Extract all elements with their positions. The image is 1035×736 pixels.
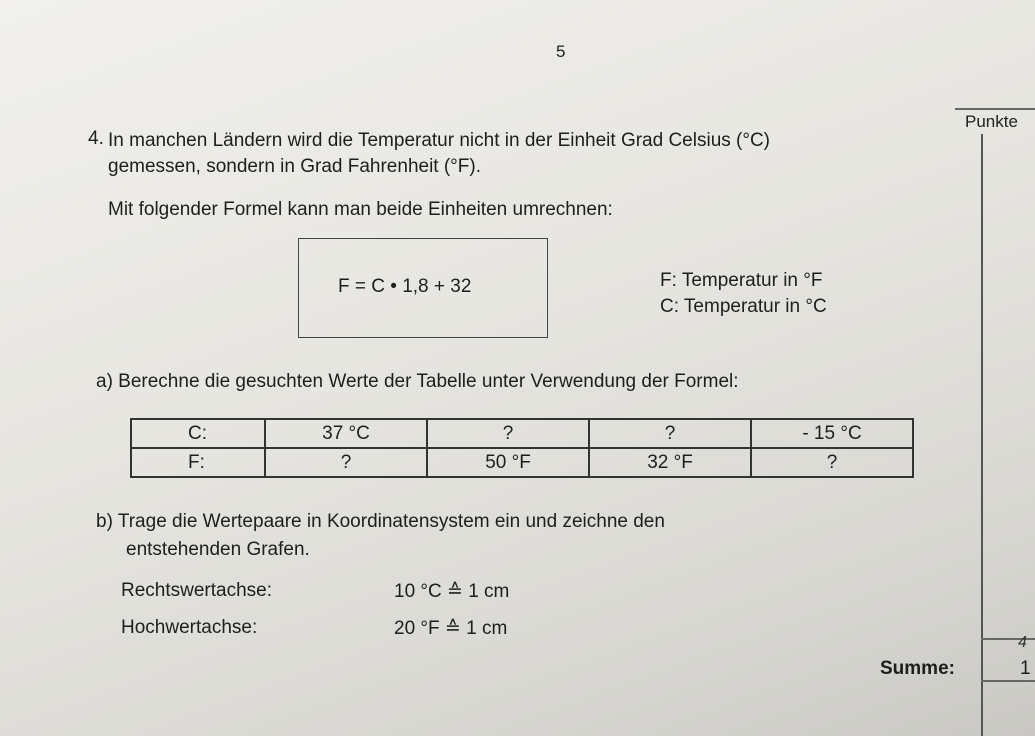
- table-cell: 37 °C: [265, 419, 427, 448]
- formula-intro: Mit folgender Formel kann man beide Einheiten umrechnen:: [108, 199, 613, 220]
- points-column-header: Punkte: [965, 112, 1018, 131]
- task-intro-line: In manchen Ländern wird die Temperatur nicht in der Einheit Grad Celsius (°C): [108, 130, 771, 151]
- task-number: 4.: [88, 128, 104, 149]
- row-label-c: C:: [131, 419, 265, 448]
- value-table: [130, 418, 914, 478]
- task-intro: [108, 128, 770, 180]
- y-axis-scale-label: Hochwertachse:: [121, 617, 258, 638]
- table-cell: ?: [751, 448, 913, 477]
- task-intro-line: gemessen, sondern in Grad Fahrenheit (°F).: [108, 156, 481, 177]
- row-label-f: F:: [131, 448, 265, 477]
- points-separator-rule: [981, 680, 1035, 682]
- table-cell: 32 °F: [589, 448, 751, 477]
- formula-legend: [660, 268, 827, 320]
- part-b-line: entstehenden Grafen.: [126, 539, 310, 560]
- x-axis-scale-value: 10 °C ≙ 1 cm: [394, 581, 510, 602]
- x-axis-scale-label: Rechtswertachse:: [121, 580, 273, 601]
- formula: F = C • 1,8 + 32: [338, 276, 472, 297]
- part-b-line: b) Trage die Wertepaare in Koordinatensystem ein und zeichne den: [96, 511, 665, 532]
- y-axis-scale-value: 20 °F ≙ 1 cm: [394, 618, 508, 639]
- points-column-top-rule: [955, 108, 1035, 110]
- legend-c: C: Temperatur in °C: [660, 296, 827, 317]
- table-cell: ?: [265, 448, 427, 477]
- table-row: [131, 419, 913, 448]
- table-cell: ?: [589, 419, 751, 448]
- sum-label: Summe:: [880, 658, 955, 679]
- points-column-rule: [981, 134, 983, 736]
- sum-value: 1: [1020, 658, 1031, 679]
- table-cell: ?: [427, 419, 589, 448]
- legend-f: F: Temperatur in °F: [660, 270, 823, 291]
- part-a-instruction: a) Berechne die gesuchten Werte der Tabelle unter Verwendung der Formel:: [96, 371, 739, 392]
- part-b-instruction: [96, 508, 665, 564]
- page-number: 5: [556, 42, 566, 61]
- table-cell: 50 °F: [427, 448, 589, 477]
- table-cell: - 15 °C: [751, 419, 913, 448]
- table-row: [131, 448, 913, 477]
- handwritten-mark: 4: [1018, 634, 1027, 651]
- bleed-through-text: [720, 560, 725, 580]
